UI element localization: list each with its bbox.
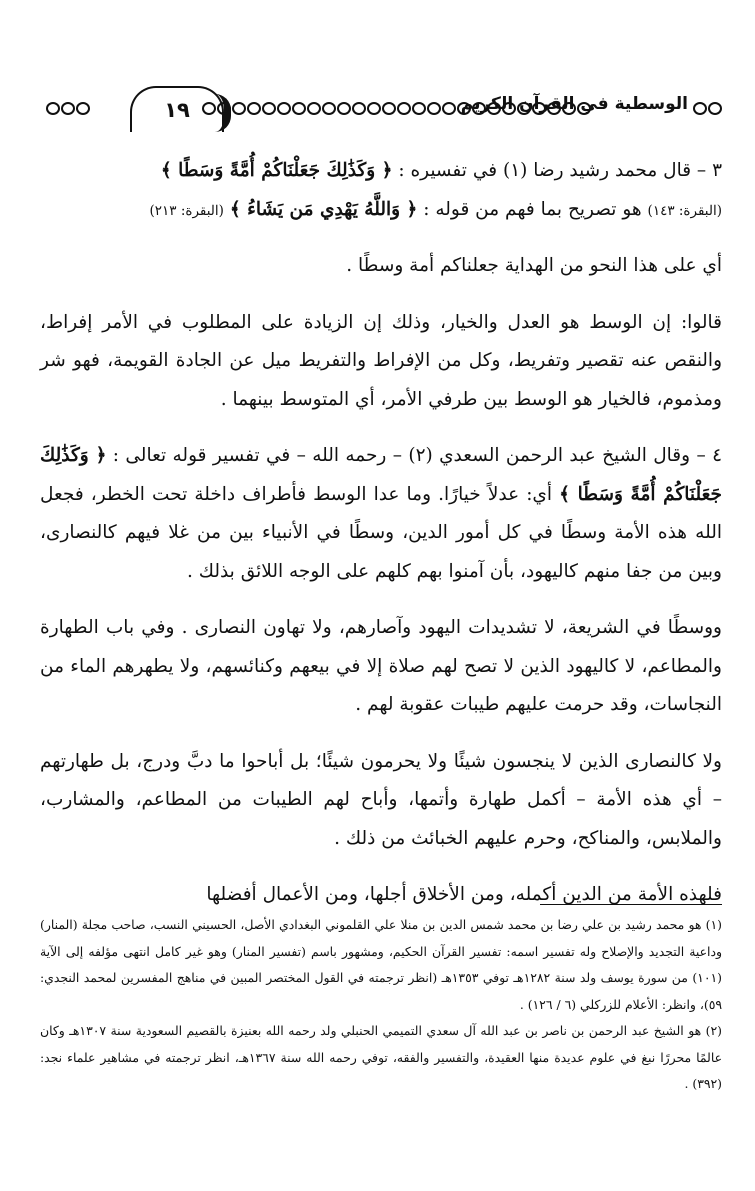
surah-reference: (البقرة: ٢١٣) — [149, 202, 224, 219]
paragraph: فلهذه الأمة من الدين أكمله، ومن الأخلاق أجلها، ومن الأعمال أفضلها — [206, 884, 722, 905]
paragraph: أي على هذا النحو من الهداية جعلناكم أمة وسطًا . — [346, 255, 722, 276]
paragraph: ولا كالنصارى الذين لا ينجسون شيئًا ولا يحرمون شيئًا؛ بل أباحوا ما دبَّ ودرج، بل طهارتهم – أي هذه الأمة – أكمل طهارة وأتمها، وأباح لهم الطيبات من المطاعم، والمشارب، والملابس، والمناكح، وحرم عليهم الخبائث من ذلك . — [40, 750, 722, 849]
p1-intro: ٣ – قال محمد رشيد رضا (١) في تفسيره : — [398, 160, 722, 181]
footnote-2: (٢) هو الشيخ عبد الرحمن بن ناصر بن عبد الله آل سعدي التميمي الحنبلي ولد رحمه الله بعنيزة بالقصيم السعودية سنة ١٣٠٧هـ وكان عالمًا محررًا نبغ في علوم عديدة منها العقيدة، والتفسير والفقه، توفي رحمه الله سنة ١٣٦٧هـ، انظر ترجمته في مشاهير علماء نجد: (٣٩٢) . — [40, 1023, 722, 1091]
quran-verse: ﴿ وَكَذَٰلِكَ جَعَلْنَاكُمْ أُمَّةً وَسَطًا ﴾ — [160, 160, 393, 181]
p1-text: هو تصريح بما فهم من قوله : — [423, 198, 642, 220]
paragraph-3 — [40, 152, 722, 229]
ornament-right — [693, 102, 722, 116]
paragraph: ووسطًا في الشريعة، لا تشديدات اليهود وآصارهم، ولا تهاون النصارى . وفي باب الطهارة والمطاعم، لا كاليهود الذين لا تصح لهم صلاة إلا في بيعهم وكنائسهم، ولا يطهرهم الماء من النجاسات، وقد حرمت عليهم طيبات عقوبة لهم . — [40, 617, 722, 715]
footnote-separator — [540, 904, 722, 905]
quran-verse: ﴿ وَكَذَٰلِكَ جَعَلْنَاكُمْ أُمَّةً وَسَطًا ﴾ — [40, 445, 722, 505]
paragraph-4 — [40, 437, 722, 591]
footnotes — [40, 912, 722, 1098]
surah-reference: (البقرة: ١٤٣) — [647, 202, 722, 219]
page-number: ١٩ — [164, 98, 190, 122]
p4-text: أي: عدلاً خيارًا. وما عدا الوسط فأطراف داخلة تحت الخطر، فجعل الله هذه الأمة وسطًا في كل أمور الدين، وسطًا في الأنبياء بين من غلا فيهم كالنصارى، وبين من جفا منهم كاليهود، بأن آمنوا بهم كلهم على الوجه اللائق بذلك . — [40, 483, 722, 582]
p4-intro: ٤ – وقال الشيخ عبد الرحمن السعدي (٢) – رحمه الله – في تفسير قوله تعالى : — [112, 445, 722, 466]
main-text — [40, 152, 722, 915]
quran-verse: ﴿ وَاللَّهُ يَهْدِي مَن يَشَاءُ ﴾ — [229, 198, 418, 220]
footnote-1: (١) هو محمد رشيد بن علي رضا بن محمد شمس الدين بن منلا علي القلموني البغدادي الأصل، الحسيني النسب، صاحب مجلة (المنار) وداعية التجديد والإصلاح وله تفسير اسمه: تفسير القرآن الحكيم، ومشهور باسم (تفسير المنار) وهو غير كامل انتهى مؤلفه إلى الآية (١٠١) من سورة يوسف ولد سنة ١٢٨٢هـ توفي ١٣٥٣هـ (انظر ترجمته في القول المختصر المبين في مناهج المفسرين لمحمد النجدي: ٥٩)، وانظر: الأعلام للزركلي (٦ / ١٢٦) . — [40, 917, 722, 1012]
running-header — [40, 80, 722, 130]
ornament-left — [46, 102, 90, 116]
book-title: الوسطية في القرآن الكريم — [460, 94, 688, 114]
paragraph: قالوا: إن الوسط هو العدل والخيار، وذلك إن الزيادة على المطلوب في الأمر إفراط، والنقص عنه تقصير وتفريط، وكل من الإفراط والتفريط ميل عن الجادة القويمة، فهو شر ومذموم، فالخيار هو الوسط بين طرفي الأمر، أي المتوسط بينهما . — [40, 311, 722, 410]
